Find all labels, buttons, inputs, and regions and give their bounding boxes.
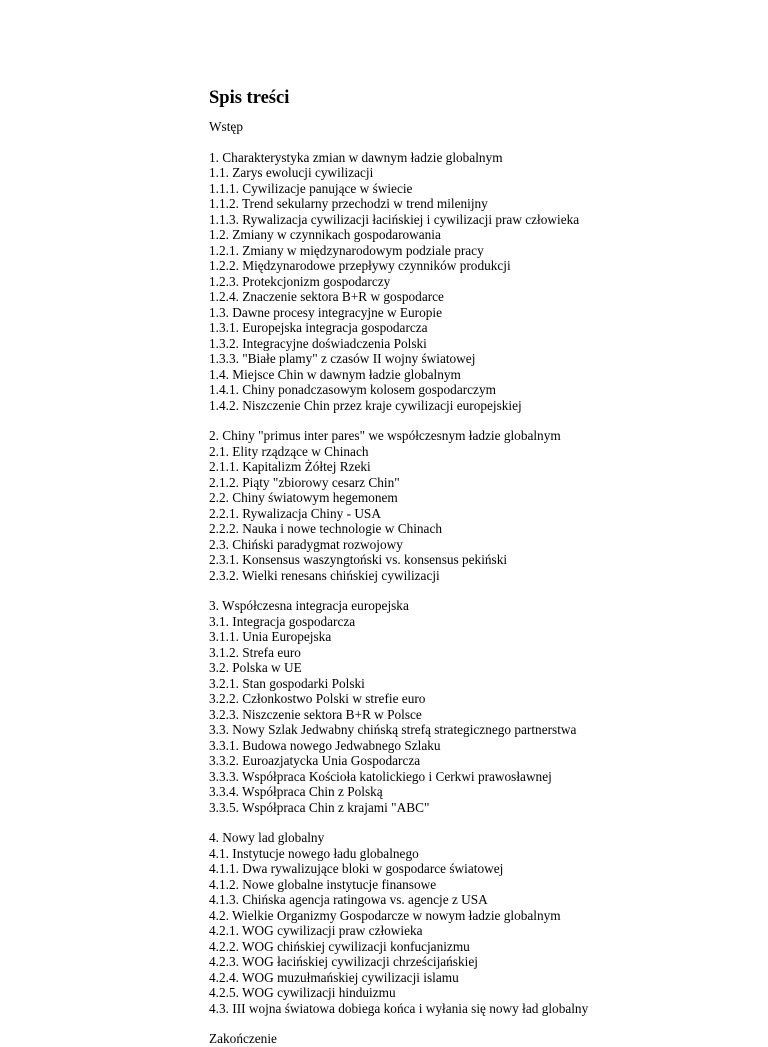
toc-entry: 3.1.2. Strefa euro [209,644,301,660]
toc-entry: 1.4. Miejsce Chin w dawnym ładzie globalnym [209,366,461,382]
toc-entry: 1.3.2. Integracyjne doświadczenia Polski [209,335,427,351]
toc-entry: 4.3. III wojna światowa dobiega końca i wyłania się nowy ład globalny [209,1000,589,1016]
toc-sections [209,150,749,1017]
toc-entry: 3.3. Nowy Szlak Jedwabny chińską strefą strategicznego partnerstwa [209,722,577,737]
toc-entry: 1.1.3. Rywalizacja cywilizacji łacińskiej i cywilizacji praw człowieka [209,211,580,227]
toc-entry: 1.2.1. Zmiany w międzynarodowym podziale pracy [209,242,484,258]
toc-entry: 2.2. Chiny światowym hegemonem [209,490,398,505]
toc-entry: 1.1.2. Trend sekularny przechodzi w trend milenijny [209,196,488,211]
toc-entry: 3. Współczesna integracja europejska [209,598,409,613]
toc-entry: 4.1.3. Chińska agencja ratingowa vs. agencje z USA [209,892,488,907]
toc-entry: 1.2.2. Międzynarodowe przepływy czynników produkcji [209,258,511,273]
toc-entry: 3.1.1. Unia Europejska [209,629,332,644]
toc-entry: 2.1.2. Piąty "zbiorowy cesarz Chin" [209,474,400,490]
toc-entry: 1. Charakterystyka zmian w dawnym ładzie globalnym [209,149,503,165]
toc-entry: 3.3.5. Współpraca Chin z krajami "ABC" [209,799,430,815]
toc-entry: 2. Chiny "primus inter pares" we współczesnym ładzie globalnym [209,428,561,443]
toc-entry: 2.3.2. Wielki renesans chińskiej cywilizacji [209,567,440,583]
toc-entry: 4. Nowy lad globalny [209,830,325,845]
toc-entry: 3.3.2. Euroazjatycka Unia Gospodarcza [209,753,421,768]
toc-entry: 4.2.4. WOG muzułmańskiej cywilizacji islamu [209,969,459,985]
toc-entry: 4.2.2. WOG chińskiej cywilizacji konfucjanizmu [209,938,470,954]
toc-entry-conclusion: Zakończenie [209,1031,277,1046]
toc-entry: 2.1.1. Kapitalizm Żółtej Rzeki [209,459,371,474]
toc-chapter-2 [209,428,749,583]
toc-entry: 4.1.2. Nowe globalne instytucje finansowe [209,876,437,892]
toc-entry: 4.2.5. WOG cywilizacji hinduizmu [209,985,396,1000]
toc-entry: 1.3. Dawne procesy integracyjne w Europie [209,304,442,320]
toc-chapter-4 [209,830,749,1016]
toc-entry: 2.2.2. Nauka i nowe technologie w Chinach [209,521,443,536]
toc-entry: 3.1. Integracja gospodarcza [209,613,356,629]
toc-entry-intro: Wstęp [209,119,243,134]
toc-entry: 4.1. Instytucje nowego ładu globalnego [209,845,419,861]
toc-entry: 4.2.3. WOG łacińskiej cywilizacji chrześcijańskiej [209,954,478,969]
toc-entry: 1.3.1. Europejska integracja gospodarcza [209,320,428,335]
toc-entry: 1.2.3. Protekcjonizm gospodarczy [209,273,391,289]
toc-entry: 3.3.3. Współpraca Kościoła katolickiego i Cerkwi prawosławnej [209,768,552,784]
toc-entry: 1.1. Zarys ewolucji cywilizacji [209,165,374,180]
toc-entry: 1.3.3. "Białe plamy" z czasów II wojny światowej [209,351,476,366]
table-of-contents [209,87,749,1047]
toc-entry: 3.3.1. Budowa nowego Jedwabnego Szlaku [209,737,441,753]
toc-entry: 1.4.2. Niszczenie Chin przez kraje cywilizacji europejskiej [209,397,522,413]
toc-entry: 3.2.3. Niszczenie sektora B+R w Polsce [209,706,422,722]
toc-entry: 3.2.1. Stan gospodarki Polski [209,675,365,691]
toc-entry: 1.1.1. Cywilizacje panujące w świecie [209,180,413,196]
toc-entry: 4.2.1. WOG cywilizacji praw człowieka [209,923,423,938]
toc-entry: 1.2.4. Znaczenie sektora B+R w gospodarce [209,289,444,304]
toc-entry: 4.2. Wielkie Organizmy Gospodarcze w nowym ładzie globalnym [209,907,561,923]
toc-entry: 3.3.4. Współpraca Chin z Polską [209,784,383,799]
toc-chapter-3 [209,598,749,815]
toc-entry: 3.2.2. Członkostwo Polski w strefie euro [209,691,426,706]
page-title: Spis treści [209,88,290,108]
toc-entry: 1.4.1. Chiny ponadczasowym kolosem gospodarczym [209,382,496,397]
toc-entry: 1.2. Zmiany w czynnikach gospodarowania [209,227,441,242]
toc-entry: 2.1. Elity rządzące w Chinach [209,443,369,459]
toc-entry: 2.2.1. Rywalizacja Chiny - USA [209,505,381,521]
toc-chapter-1 [209,150,749,414]
toc-entry: 4.1.1. Dwa rywalizujące bloki w gospodarce światowej [209,861,504,876]
toc-entry: 2.3. Chiński paradygmat rozwojowy [209,536,403,552]
toc-entry: 3.2. Polska w UE [209,660,302,675]
toc-entry: 2.3.1. Konsensus waszyngtoński vs. konsensus pekiński [209,552,508,567]
